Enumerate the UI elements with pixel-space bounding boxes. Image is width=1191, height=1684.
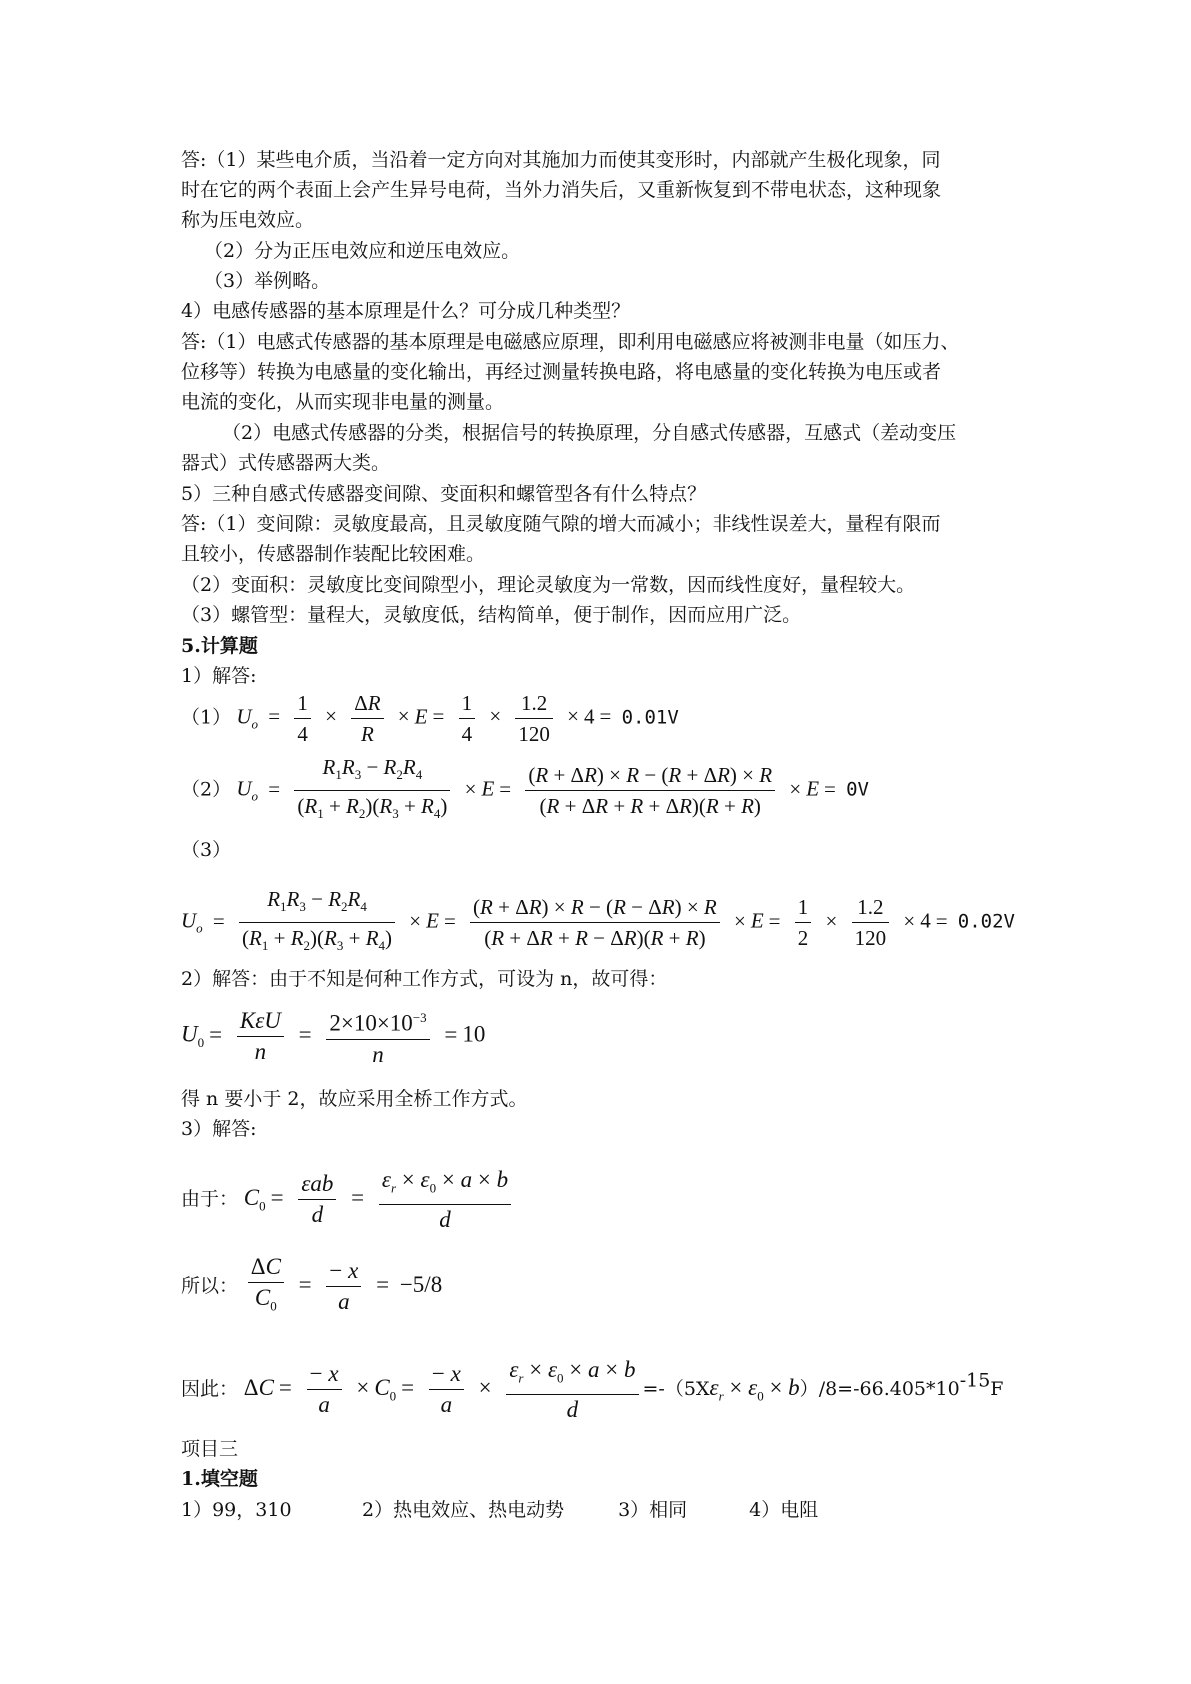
equation-3: $U_o$ = $\frac{R_1R_3 - R_2R_4}{(R_1 + R_2)(R_3 + R_4)}$ × E = $\frac{(R + \Delta R) \times R - (R - \Delta R) \times R}{(R + \Delta R + R - \Delta R)(R + R)}$ × E = $\frac{1}{2}$ × $\frac{1.2}{120}$ × 4 = 0.02V (181, 884, 1015, 961)
answer-item: 3）相同 (618, 1499, 688, 1521)
equation-ratio: 所以： $\frac{\Delta C}{C_0}$ = $\frac{- x}{a}$ = −5/8 (181, 1254, 443, 1315)
text-line: 称为压电效应。 (181, 209, 315, 231)
text-line: 答:（1）电感式传感器的基本原理是电磁感应原理，即利用电磁感应将被测非电量（如压力、 (181, 331, 960, 353)
text-line: 位移等）转换为电感量的变化输出，再经过测量转换电路，将电感量的变化转换为电压或者 (181, 361, 942, 383)
text-line: （2）变面积：灵敏度比变间隙型小，理论灵敏度为一常数，因而线性度好，量程较大。 (181, 574, 916, 596)
equation-result: −5/8 (399, 1272, 443, 1298)
equation-exponent: -15 (959, 1369, 991, 1392)
text-line: 3）解答: (181, 1118, 257, 1140)
question-4: 4）电感传感器的基本原理是什么？可分成几种类型？ (181, 300, 631, 322)
equation-label: （3） (181, 839, 232, 861)
answer-item: 2）热电效应、热电动势 (362, 1499, 565, 1521)
answer-row (181, 1495, 818, 1525)
section-heading: 5.计算题 (181, 635, 258, 657)
text-line: 2）解答：由于不知是何种工作方式，可设为 n，故可得： (181, 968, 668, 990)
equation-label: 由于： (181, 1188, 239, 1211)
answer-item: 1）99，310 (181, 1499, 292, 1521)
text-line: 得 n 要小于 2，故应采用全桥工作方式。 (181, 1088, 528, 1110)
text-line: 器式）式传感器两大类。 (181, 452, 391, 474)
project-title: 项目三 (181, 1438, 239, 1460)
equation-c0: 由于： $C_0$ = $\frac{\text{εab}}{d}$ = $\frac{\varepsilon_r \times \varepsilon_0 \times a \times b}{d}$ (181, 1165, 515, 1235)
equation-result: 0.02V (957, 910, 1015, 933)
text-line: 电流的变化，从而实现非电量的测量。 (181, 391, 505, 413)
answer-item: 4）电阻 (749, 1499, 819, 1521)
equation-result: 0V (846, 778, 869, 801)
text-line: 且较小，传感器制作装配比较困难。 (181, 543, 486, 565)
text-line: （3）螺管型：量程大，灵敏度低，结构简单，便于制作，因而应用广泛。 (181, 604, 802, 626)
equation-label: 因此： (181, 1378, 239, 1401)
equation-unit: F (990, 1378, 1004, 1401)
equation-delta-c: 因此： ΔC = $\frac{- x}{a}$ × $C_0$ = $\frac{- x}{a}$ × $\frac{\varepsilon_r \times \varepsilon_0 \times a \times b}{d}$ $=-(5X\varepsilon_r \times \varepsilon_0 \times b)/8=-66.405*10^{-15}F$ (181, 1357, 1004, 1422)
text-line: 答:（1）某些电介质，当沿着一定方向对其施加力而使其变形时，内部就产生极化现象，同 (181, 149, 941, 171)
equation-1: （1） $U_o$ = $\frac{1}{4}$ × $\frac{\Delta R}{R}$ × E = $\frac{1}{4}$ × $\frac{1.2}{120}$ × 4 = 0.01V (181, 688, 679, 749)
text-line: 时在它的两个表面上会产生异号电荷，当外力消失后，又重新恢复到不带电状态，这种现象 (181, 179, 942, 201)
equation-value: /8=-66.405*10 (818, 1378, 960, 1401)
text-line: （2）分为正压电效应和逆压电效应。 (204, 240, 521, 262)
text-line: 答:（1）变间隙：灵敏度最高，且灵敏度随气隙的增大而减小；非线性误差大，量程有限而 (181, 513, 941, 535)
equation-label: （2） (181, 778, 232, 801)
text-line: （3）举例略。 (204, 270, 331, 292)
equation-2: （2） $U_o$ = $\frac{R_1R_3 - R_2R_4}{(R_1 + R_2)(R_3 + R_4)}$ × E = $\frac{(R + \Delta R) \times R - (R + \Delta R) \times R}{(R + \Delta R + R + \Delta R)(R + R)}$ × E = 0V (181, 752, 869, 829)
equation-label: （1） (181, 706, 232, 729)
equation-u0: $U_0$ = $\frac{\text{KεU}}{n}$ = $\frac{2\times 10\times 10^{-3}}{n}$ = 10 (181, 1003, 485, 1070)
equation-tail: =-（5X (642, 1378, 710, 1401)
question-5: 5）三种自感式传感器变间隙、变面积和螺管型各有什么特点？ (181, 483, 707, 505)
text-line: （2）电感式传感器的分类，根据信号的转换原理，分自感式传感器，互感式（差动变压 (222, 422, 957, 444)
equation-label: 所以： (181, 1275, 239, 1298)
text-line: 1）解答: (181, 665, 257, 687)
equation-result: 0.01V (621, 706, 679, 729)
section-heading: 1.填空题 (181, 1468, 258, 1490)
